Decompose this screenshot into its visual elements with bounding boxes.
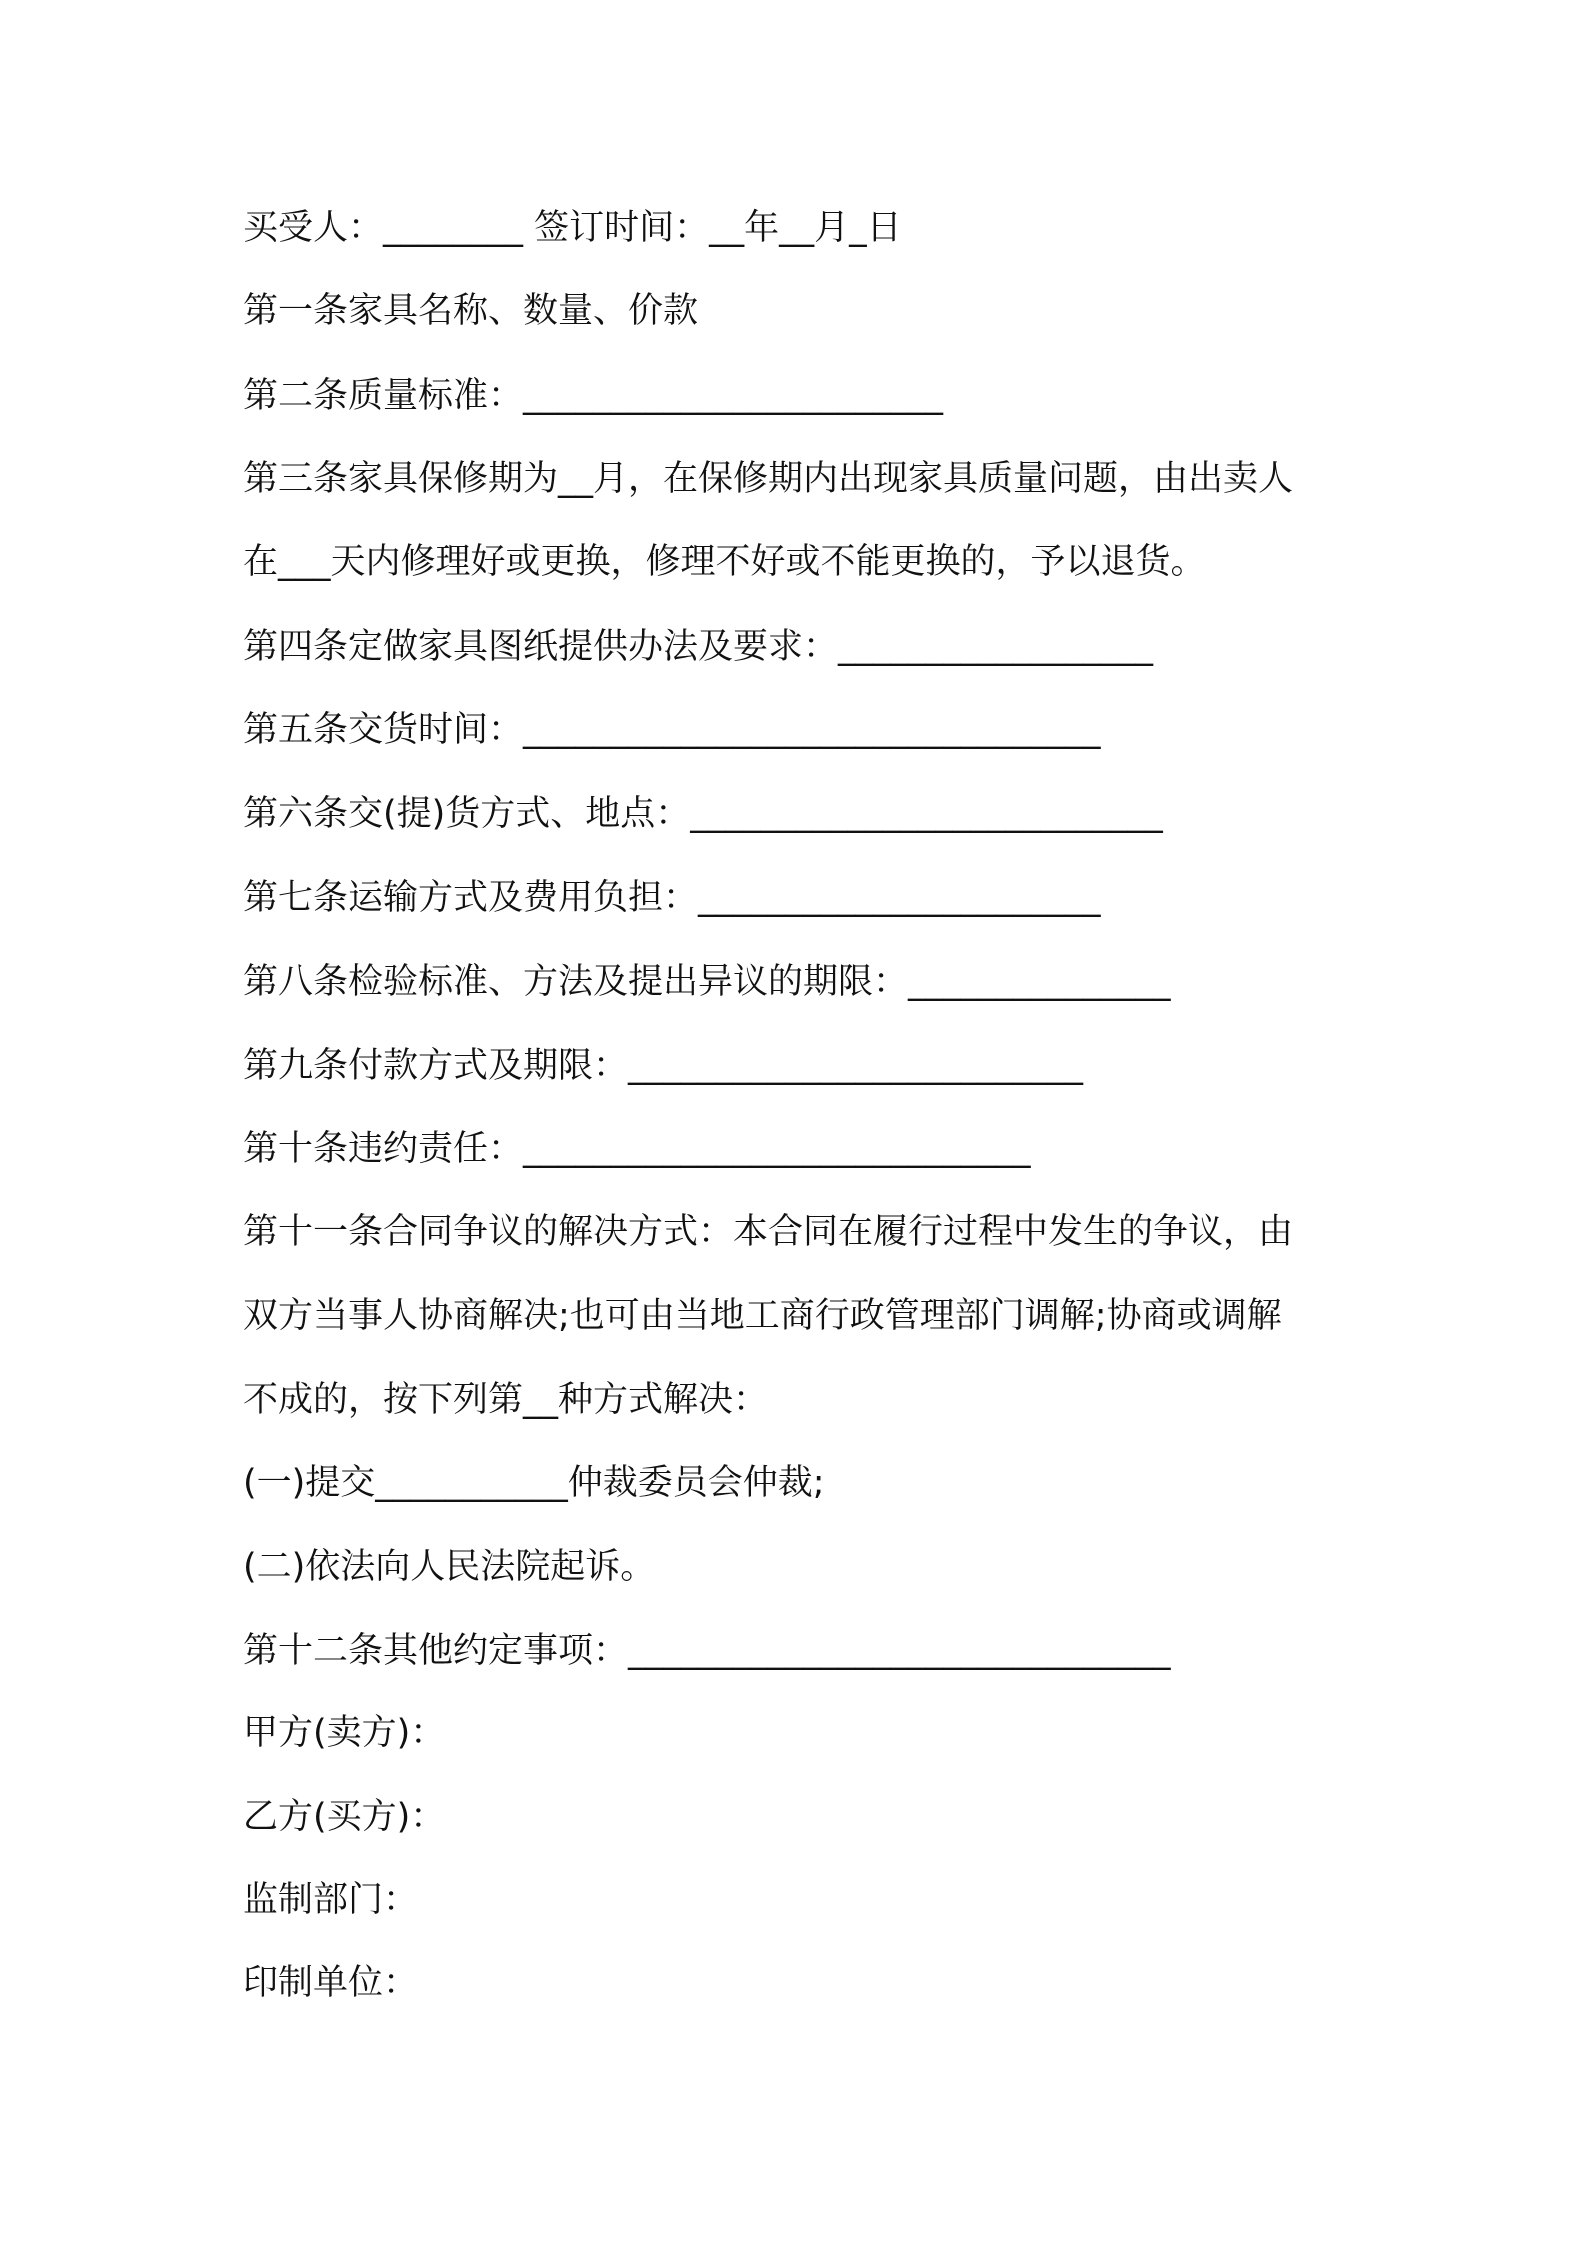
article-4-line: 第四条定做家具图纸提供办法及要求：__________________ [243,627,1154,667]
article-12-line: 第十二条其他约定事项：_______________________________ [243,1631,1171,1671]
article-6-line: 第六条交(提)货方式、地点：___________________________ [243,794,1163,834]
article-5-line: 第五条交货时间：_________________________________ [243,710,1101,750]
article-8-line: 第八条检验标准、方法及提出异议的期限：_______________ [243,962,1171,1002]
option-1-line: (一)提交___________仲裁委员会仲裁; [243,1463,825,1503]
supervising-dept-line: 监制部门： [243,1880,419,1920]
party-a-seller-line: 甲方(卖方)： [243,1713,446,1753]
party-b-buyer-line: 乙方(买方)： [243,1797,446,1837]
article-11-line-3: 不成的，按下列第__种方式解决： [243,1380,769,1420]
option-2-line: (二)依法向人民法院起诉。 [243,1547,656,1587]
article-3-line-2: 在___天内修理好或更换，修理不好或不能更换的，予以退货。 [243,542,1206,582]
article-11-line-1: 第十一条合同争议的解决方式：本合同在履行过程中发生的争议，由 [243,1212,1294,1252]
buyer-signing-date-line: 买受人：________ 签订时间：__年__月_日 [243,208,902,248]
article-3-line-1: 第三条家具保修期为__月，在保修期内出现家具质量问题，由出卖人 [243,459,1294,499]
article-9-line: 第九条付款方式及期限：__________________________ [243,1046,1084,1086]
article-1-line: 第一条家具名称、数量、价款 [243,291,699,331]
article-10-line: 第十条违约责任：_____________________________ [243,1129,1031,1169]
printing-unit-line: 印制单位： [243,1963,419,2003]
article-7-line: 第七条运输方式及费用负担：_______________________ [243,878,1101,918]
article-2-line: 第二条质量标准：________________________ [243,376,944,416]
article-11-line-2: 双方当事人协商解决;也可由当地工商行政管理部门调解;协商或调解 [243,1296,1282,1336]
